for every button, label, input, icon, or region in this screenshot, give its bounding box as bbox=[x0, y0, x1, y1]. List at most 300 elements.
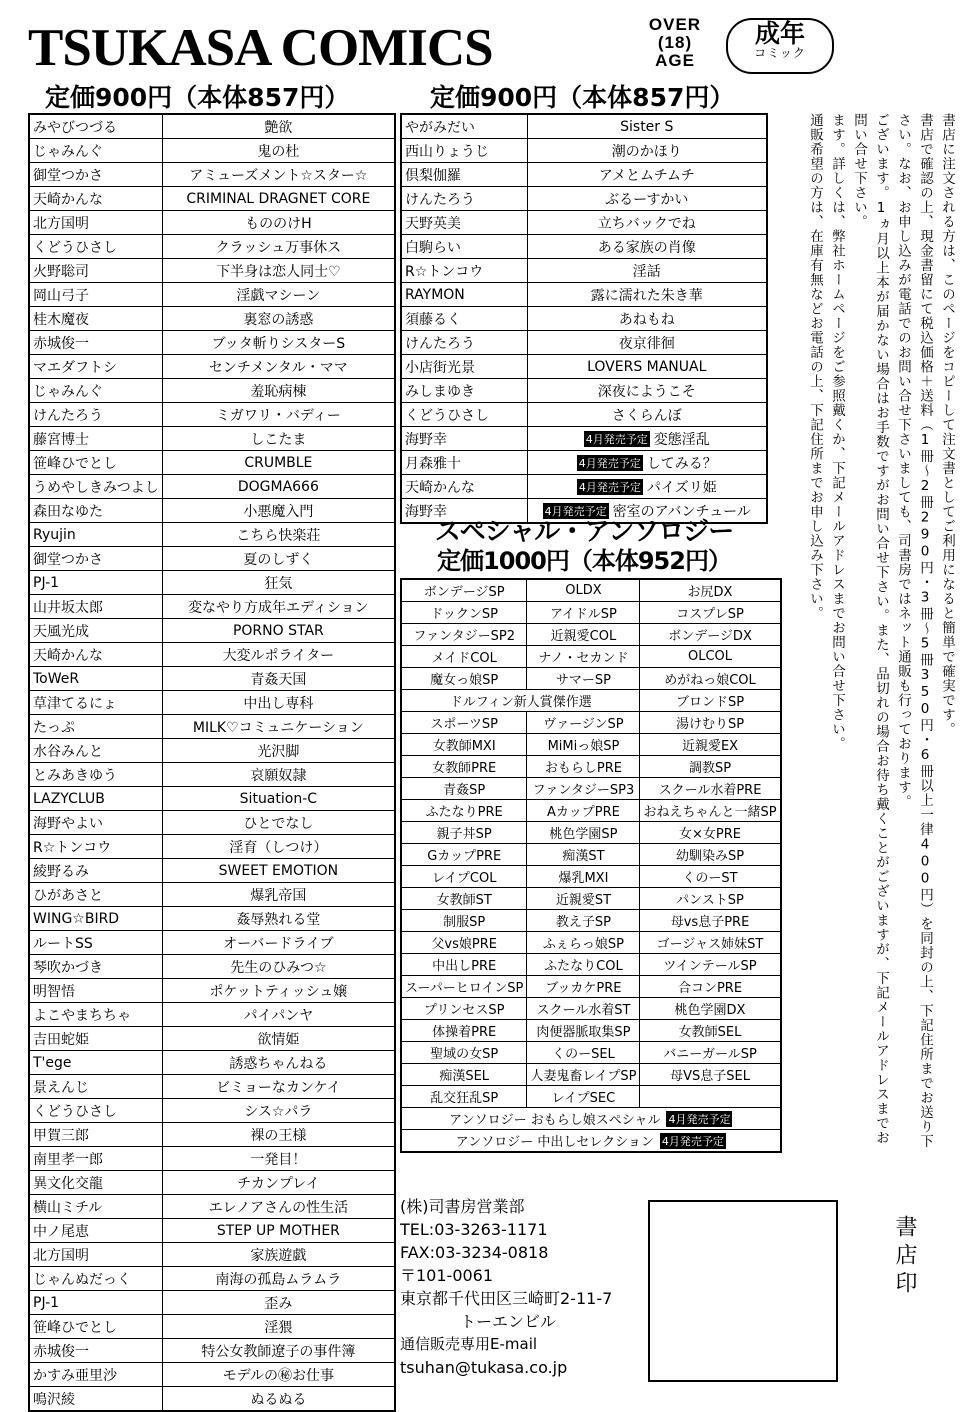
table-row bbox=[29, 979, 395, 1003]
left-title-table bbox=[28, 113, 396, 1412]
title-author: 月森雅十 bbox=[401, 451, 527, 475]
title-name: 艶欲 bbox=[162, 114, 395, 139]
table-row bbox=[401, 734, 781, 756]
title-name: DOGMA666 bbox=[162, 475, 395, 499]
title-name: 立ちバックでね bbox=[527, 211, 767, 235]
title-name: 小悪魔入門 bbox=[162, 499, 395, 523]
title-author: 天野英美 bbox=[401, 211, 527, 235]
title-author: くどうひさし bbox=[29, 1099, 162, 1123]
contact-email: tsuhan@tukasa.co.jp bbox=[400, 1358, 568, 1377]
table-row bbox=[29, 1147, 395, 1171]
anthology-title: 近親愛COL bbox=[527, 624, 640, 646]
anthology-title: 近親愛EX bbox=[640, 734, 781, 756]
title-author: 海野幸 bbox=[401, 499, 527, 524]
table-row bbox=[401, 307, 767, 331]
table-row bbox=[29, 523, 395, 547]
table-row bbox=[401, 579, 781, 602]
title-name: 羞恥病棟 bbox=[162, 379, 395, 403]
table-row bbox=[29, 1195, 395, 1219]
title-author: 天崎かんな bbox=[401, 475, 527, 499]
title-author: じゃんぬだっく bbox=[29, 1267, 162, 1291]
table-row bbox=[29, 307, 395, 331]
anthology-title: 聖域の女SP bbox=[401, 1042, 527, 1064]
anthology-title: アンソロジー おもらし娘スペシャル 4月発売予定 bbox=[401, 1108, 781, 1130]
anthology-title: 父vs娘PRE bbox=[401, 932, 527, 954]
adult-comic-badge-sub: コミック bbox=[754, 46, 806, 60]
table-row bbox=[29, 859, 395, 883]
anthology-title: 女教師SEL bbox=[640, 1020, 781, 1042]
price-bar bbox=[0, 78, 966, 112]
anthology-title: スポーツSP bbox=[401, 712, 527, 734]
title-name: 淫話 bbox=[527, 259, 767, 283]
table-row bbox=[401, 690, 781, 712]
title-name: 歪み bbox=[162, 1291, 395, 1315]
table-row bbox=[29, 499, 395, 523]
table-row bbox=[29, 187, 395, 211]
title-name: チカンプレイ bbox=[162, 1171, 395, 1195]
right-title-table bbox=[400, 113, 768, 524]
table-row bbox=[29, 739, 395, 763]
table-row bbox=[29, 114, 395, 139]
title-name: 夜京徘徊 bbox=[527, 331, 767, 355]
title-name: STEP UP MOTHER bbox=[162, 1219, 395, 1243]
adult-comic-badge bbox=[726, 18, 834, 74]
table-row bbox=[29, 715, 395, 739]
title-name: ミガワリ・バディー bbox=[162, 403, 395, 427]
anthology-title: スクール水着ST bbox=[527, 998, 640, 1020]
table-row bbox=[29, 1027, 395, 1051]
anthology-title: パンストSP bbox=[640, 888, 781, 910]
contact-block bbox=[400, 1195, 660, 1379]
title-author: ひがあさと bbox=[29, 883, 162, 907]
title-name: 裸の王様 bbox=[162, 1123, 395, 1147]
title-author: みしまゆき bbox=[401, 379, 527, 403]
anthology-title: 幼馴染みSP bbox=[640, 844, 781, 866]
anthology-title: 痴漢SEL bbox=[401, 1064, 527, 1086]
title-name: アミューズメント☆スター☆ bbox=[162, 163, 395, 187]
title-author: 海野幸 bbox=[401, 427, 527, 451]
anthology-title: 体操着PRE bbox=[401, 1020, 527, 1042]
table-row bbox=[29, 283, 395, 307]
title-author: 異文化交龍 bbox=[29, 1171, 162, 1195]
contact-zip: 〒101-0061 bbox=[400, 1266, 494, 1285]
table-row bbox=[29, 1243, 395, 1267]
anthology-title: 魔女っ娘SP bbox=[401, 668, 527, 690]
title-name: モデルの㊙お仕事 bbox=[162, 1363, 395, 1387]
title-name: 光沢脚 bbox=[162, 739, 395, 763]
title-name: 青姦天国 bbox=[162, 667, 395, 691]
over-18-line-1: OVER bbox=[648, 15, 702, 34]
title-name: 大変ルポライター bbox=[162, 643, 395, 667]
table-row bbox=[401, 998, 781, 1020]
anthology-title: 中出しPRE bbox=[401, 954, 527, 976]
table-row bbox=[401, 1020, 781, 1042]
title-name: 淫猥 bbox=[162, 1315, 395, 1339]
table-row bbox=[29, 547, 395, 571]
title-name: あねもね bbox=[527, 307, 767, 331]
release-badge: 4月発売予定 bbox=[668, 1113, 731, 1126]
anthology-title: くのーSEL bbox=[527, 1042, 640, 1064]
table-row bbox=[29, 1171, 395, 1195]
title-name: オーバードライブ bbox=[162, 931, 395, 955]
release-badge: 4月発売予定 bbox=[544, 504, 607, 518]
release-badge: 4月発売予定 bbox=[578, 480, 641, 494]
title-author: 西山りょうじ bbox=[401, 139, 527, 163]
title-name: 露に濡れた朱き華 bbox=[527, 283, 767, 307]
table-row bbox=[401, 331, 767, 355]
table-row bbox=[401, 844, 781, 866]
table-row bbox=[401, 624, 781, 646]
title-name: シス☆パラ bbox=[162, 1099, 395, 1123]
anthology-title: 乱交狂乱SP bbox=[401, 1086, 527, 1108]
table-row bbox=[29, 1003, 395, 1027]
title-author: 御堂つかさ bbox=[29, 547, 162, 571]
anthology-table bbox=[400, 578, 782, 1153]
title-author: 南里孝一郎 bbox=[29, 1147, 162, 1171]
title-author: 中ノ尾恵 bbox=[29, 1219, 162, 1243]
anthology-title: 人妻鬼畜レイプSP bbox=[527, 1064, 640, 1086]
anthology-title: 女×女PRE bbox=[640, 822, 781, 844]
title-author: 横山ミチル bbox=[29, 1195, 162, 1219]
table-row bbox=[29, 595, 395, 619]
anthology-title: ふたなりCOL bbox=[527, 954, 640, 976]
title-author: 笹峰ひでとし bbox=[29, 1315, 162, 1339]
anthology-title: 母VS息子SEL bbox=[640, 1064, 781, 1086]
anthology-title: ボンデージSP bbox=[401, 579, 527, 602]
table-row bbox=[401, 910, 781, 932]
release-badge: 4月発売予定 bbox=[578, 456, 641, 470]
anthology-title: アイドルSP bbox=[527, 602, 640, 624]
table-row bbox=[401, 1086, 781, 1108]
anthology-title: 女教師PRE bbox=[401, 756, 527, 778]
title-name: ぬるぬる bbox=[162, 1387, 395, 1412]
anthology-title: ブロンドSP bbox=[640, 690, 781, 712]
table-row bbox=[29, 403, 395, 427]
title-name: 一発目！ bbox=[162, 1147, 395, 1171]
table-row bbox=[401, 778, 781, 800]
title-name: クラッシュ万事休ス bbox=[162, 235, 395, 259]
table-row bbox=[29, 475, 395, 499]
anthology-title: GカップPRE bbox=[401, 844, 527, 866]
over-18-line-2: (18) bbox=[657, 33, 693, 52]
table-row bbox=[29, 811, 395, 835]
anthology-title: くのーST bbox=[640, 866, 781, 888]
title-name: しこたま bbox=[162, 427, 395, 451]
table-row bbox=[401, 259, 767, 283]
page-header bbox=[0, 8, 966, 86]
title-name: 先生のひみつ☆ bbox=[162, 955, 395, 979]
title-author: 天崎かんな bbox=[29, 187, 162, 211]
anthology-title: ドルフィン新人賞傑作選 bbox=[401, 690, 640, 712]
table-row bbox=[401, 646, 781, 668]
table-row bbox=[29, 1315, 395, 1339]
title-author: よこやまちちゃ bbox=[29, 1003, 162, 1027]
table-row bbox=[29, 1099, 395, 1123]
anthology-title: スーパーヒロインSP bbox=[401, 976, 527, 998]
anthology-title: おもらしPRE bbox=[527, 756, 640, 778]
title-author: R☆トンコウ bbox=[401, 259, 527, 283]
title-author: 岡山弓子 bbox=[29, 283, 162, 307]
anthology-title: ゴージャス姉妹ST bbox=[640, 932, 781, 954]
anthology-title: 合コンPRE bbox=[640, 976, 781, 998]
title-name: 変なやり方成年エディション bbox=[162, 595, 395, 619]
instruction-paragraph: 書店で確認の上、現金書留にて税込価格＋送料（1冊〜2冊290円・3冊〜5冊350円・6冊以上一律400円）を同封の上、下記住所までお送り下さい。なお、お申し込みが電話でのお問い合せ下さいましても、司書房ではネット通販も行っております。 bbox=[895, 113, 933, 1149]
anthology-title: MiMiっ娘SP bbox=[527, 734, 640, 756]
instruction-paragraph: ございます。1ヵ月以上本が届かない場合はお手数ですがお問い合せ下さい。また、品切れの場合お待ち戴くことがございますが、下記メールアドレスまでお問い合せ下さい。 bbox=[851, 113, 889, 1145]
title-name: Situation-C bbox=[162, 787, 395, 811]
title-author: 甲賀三郎 bbox=[29, 1123, 162, 1147]
table-row bbox=[401, 888, 781, 910]
title-author: みやびつづる bbox=[29, 114, 162, 139]
table-row bbox=[401, 976, 781, 998]
title-author: RAYMON bbox=[401, 283, 527, 307]
table-row bbox=[29, 163, 395, 187]
anthology-title: メイドCOL bbox=[401, 646, 527, 668]
title-name: 裏窓の誘惑 bbox=[162, 307, 395, 331]
title-name: 特公女教師遼子の事件簿 bbox=[162, 1339, 395, 1363]
table-row bbox=[401, 1042, 781, 1064]
anthology-heading-line-1: スペシャル・アンソロジー bbox=[434, 517, 734, 547]
anthology-title: 青姦SP bbox=[401, 778, 527, 800]
title-name: LOVERS MANUAL bbox=[527, 355, 767, 379]
anthology-title: アンソロジー 中出しセレクション 4月発売予定 bbox=[401, 1130, 781, 1153]
title-author: 白駒らい bbox=[401, 235, 527, 259]
anthology-title: ファンタジーSP2 bbox=[401, 624, 527, 646]
anthology-title: ツインテールSP bbox=[640, 954, 781, 976]
title-author: 桂木魔夜 bbox=[29, 307, 162, 331]
title-author: 天風光成 bbox=[29, 619, 162, 643]
table-row bbox=[29, 1267, 395, 1291]
title-author: 琴吹かづき bbox=[29, 955, 162, 979]
title-name: PORNO STAR bbox=[162, 619, 395, 643]
anthology-title: ボンデージDX bbox=[640, 624, 781, 646]
contact-address: 東京都千代田区三崎町2-11-7 bbox=[400, 1289, 613, 1308]
title-author: けんたろう bbox=[401, 331, 527, 355]
title-author: くどうひさし bbox=[29, 235, 162, 259]
anthology-title: お尻DX bbox=[640, 579, 781, 602]
title-author: PJ-1 bbox=[29, 571, 162, 595]
table-row bbox=[29, 835, 395, 859]
title-author: 天崎かんな bbox=[29, 643, 162, 667]
over-18-line-3: AGE bbox=[655, 51, 695, 70]
title-author: うめやしきみつよし bbox=[29, 475, 162, 499]
title-name: こちら快楽荘 bbox=[162, 523, 395, 547]
price-right: 定価900円（本体857円） bbox=[430, 83, 735, 112]
table-row bbox=[401, 211, 767, 235]
anthology-title: ドックンSP bbox=[401, 602, 527, 624]
title-author: ルートSS bbox=[29, 931, 162, 955]
anthology-title: ふぇらっ娘SP bbox=[527, 932, 640, 954]
anthology-title: レイプCOL bbox=[401, 866, 527, 888]
table-row bbox=[401, 427, 767, 451]
anthology-title: 近親愛ST bbox=[527, 888, 640, 910]
table-row bbox=[401, 355, 767, 379]
title-author: WING☆BIRD bbox=[29, 907, 162, 931]
title-author: LAZYCLUB bbox=[29, 787, 162, 811]
title-author: R☆トンコウ bbox=[29, 835, 162, 859]
table-row bbox=[29, 1051, 395, 1075]
title-name: 爆乳帝国 bbox=[162, 883, 395, 907]
title-name: 南海の孤島ムラムラ bbox=[162, 1267, 395, 1291]
table-row bbox=[29, 1123, 395, 1147]
table-row bbox=[401, 1108, 781, 1130]
title-author: 北方国明 bbox=[29, 211, 162, 235]
title-author: けんたろう bbox=[401, 187, 527, 211]
anthology-title: プリンセスSP bbox=[401, 998, 527, 1020]
anthology-title: 女教師MXI bbox=[401, 734, 527, 756]
title-name: MILK♡コミュニケーション bbox=[162, 715, 395, 739]
table-row bbox=[401, 756, 781, 778]
shop-stamp-box bbox=[648, 1200, 838, 1382]
table-row bbox=[401, 403, 767, 427]
title-name: ある家族の肖像 bbox=[527, 235, 767, 259]
title-name: さくらんぼ bbox=[527, 403, 767, 427]
title-name: 淫戯マシーン bbox=[162, 283, 395, 307]
anthology-title: ファンタジーSP3 bbox=[527, 778, 640, 800]
table-row bbox=[29, 883, 395, 907]
table-row bbox=[29, 355, 395, 379]
title-name: 欲情姫 bbox=[162, 1027, 395, 1051]
title-author: 景えんじ bbox=[29, 1075, 162, 1099]
table-row bbox=[29, 955, 395, 979]
table-row bbox=[29, 691, 395, 715]
title-name: パイパンヤ bbox=[162, 1003, 395, 1027]
instruction-paragraph: 書店に注文される方は、このページをコピーして注文書としてご利用になると簡単で確実です。 bbox=[939, 113, 955, 737]
title-name: 鬼の杜 bbox=[162, 139, 395, 163]
title-name: CRIMINAL DRAGNET CORE bbox=[162, 187, 395, 211]
title-name: ぶるーすかい bbox=[527, 187, 767, 211]
title-author: 赤城俊一 bbox=[29, 1339, 162, 1363]
table-row bbox=[401, 187, 767, 211]
contact-fax: FAX:03-3234-0818 bbox=[400, 1243, 549, 1262]
title-name: SWEET EMOTION bbox=[162, 859, 395, 883]
table-row bbox=[29, 763, 395, 787]
title-author: けんたろう bbox=[29, 403, 162, 427]
title-name: 中出し専科 bbox=[162, 691, 395, 715]
title-name: 潮のかほり bbox=[527, 139, 767, 163]
title-author: 明智悟 bbox=[29, 979, 162, 1003]
title-name: 淫育（しつけ） bbox=[162, 835, 395, 859]
table-row bbox=[29, 211, 395, 235]
title-name: 下半身は恋人同士♡ bbox=[162, 259, 395, 283]
table-row bbox=[401, 932, 781, 954]
over-18-mark bbox=[640, 16, 710, 70]
title-author: 水谷みんと bbox=[29, 739, 162, 763]
table-row bbox=[401, 1130, 781, 1153]
contact-company: (株)司書房営業部 bbox=[400, 1197, 525, 1216]
title-author: 森田なゆた bbox=[29, 499, 162, 523]
ordering-instructions bbox=[772, 113, 958, 1153]
table-row bbox=[29, 1363, 395, 1387]
title-name: ひとでなし bbox=[162, 811, 395, 835]
table-row bbox=[401, 163, 767, 187]
table-row bbox=[29, 1291, 395, 1315]
table-row bbox=[29, 1219, 395, 1243]
anthology-heading bbox=[400, 517, 768, 575]
table-row bbox=[401, 668, 781, 690]
title-name: アメとムチムチ bbox=[527, 163, 767, 187]
table-row bbox=[401, 139, 767, 163]
table-row bbox=[401, 866, 781, 888]
title-name: 4月発売予定 変態淫乱 bbox=[527, 427, 767, 451]
title-author: 小店街光景 bbox=[401, 355, 527, 379]
page-title: TSUKASA COMICS bbox=[28, 19, 493, 77]
table-row bbox=[29, 907, 395, 931]
contact-tel: TEL:03-3263-1171 bbox=[400, 1220, 548, 1239]
anthology-title: 湯けむりSP bbox=[640, 712, 781, 734]
title-author: じゃみんぐ bbox=[29, 379, 162, 403]
anthology-title bbox=[640, 1086, 781, 1108]
table-row bbox=[29, 931, 395, 955]
anthology-title: サマーSP bbox=[527, 668, 640, 690]
anthology-title: OLDX bbox=[527, 579, 640, 602]
anthology-heading-line-2: 定価1000円（本体952円） bbox=[437, 547, 731, 575]
title-author: やがみだい bbox=[401, 114, 527, 139]
title-author: 赤城俊一 bbox=[29, 331, 162, 355]
title-author: 藤宮博士 bbox=[29, 427, 162, 451]
anthology-title: バニーガールSP bbox=[640, 1042, 781, 1064]
anthology-title: 女教師ST bbox=[401, 888, 527, 910]
contact-mail-label: 通信販売専用E-mail bbox=[400, 1335, 538, 1353]
title-name: 深夜にようこそ bbox=[527, 379, 767, 403]
title-name: ポケットティッシュ嬢 bbox=[162, 979, 395, 1003]
table-row bbox=[401, 283, 767, 307]
title-author: じゃみんぐ bbox=[29, 139, 162, 163]
title-name: 姦辱熟れる堂 bbox=[162, 907, 395, 931]
table-row bbox=[29, 787, 395, 811]
table-row bbox=[401, 1064, 781, 1086]
anthology-title: ふたなりPRE bbox=[401, 800, 527, 822]
title-author: 山井坂太郎 bbox=[29, 595, 162, 619]
title-name: 夏のしずく bbox=[162, 547, 395, 571]
table-row bbox=[29, 619, 395, 643]
table-row bbox=[401, 602, 781, 624]
title-author: 海野やよい bbox=[29, 811, 162, 835]
title-name: 4月発売予定 密室のアバンチュール bbox=[527, 499, 767, 524]
title-author: 北方国明 bbox=[29, 1243, 162, 1267]
title-name: 狂気 bbox=[162, 571, 395, 595]
table-row bbox=[401, 954, 781, 976]
anthology-title: コスプレSP bbox=[640, 602, 781, 624]
table-row bbox=[401, 822, 781, 844]
title-author: マエダフトシ bbox=[29, 355, 162, 379]
anthology-title: 桃色学園SP bbox=[527, 822, 640, 844]
table-row bbox=[401, 114, 767, 139]
anthology-title: 制服SP bbox=[401, 910, 527, 932]
table-row bbox=[29, 643, 395, 667]
title-name: 哀願奴隷 bbox=[162, 763, 395, 787]
title-name: 4月発売予定 パイズリ姫 bbox=[527, 475, 767, 499]
title-author: 草津てるにょ bbox=[29, 691, 162, 715]
title-author: かすみ亜里沙 bbox=[29, 1363, 162, 1387]
adult-comic-badge-main: 成年 bbox=[754, 19, 805, 48]
table-row bbox=[401, 800, 781, 822]
anthology-title: めがねっ娘COL bbox=[640, 668, 781, 690]
table-row bbox=[29, 259, 395, 283]
anthology-title: ヴァージンSP bbox=[527, 712, 640, 734]
anthology-title: 母vs息子PRE bbox=[640, 910, 781, 932]
title-author: 吉田蛇姫 bbox=[29, 1027, 162, 1051]
price-left: 定価900円（本体857円） bbox=[45, 83, 350, 112]
title-name: Sister S bbox=[527, 114, 767, 139]
contact-building: トーエンビル bbox=[460, 1312, 557, 1331]
anthology-title: 桃色学園DX bbox=[640, 998, 781, 1020]
title-name: エレノアさんの性生活 bbox=[162, 1195, 395, 1219]
title-author: T'ege bbox=[29, 1051, 162, 1075]
title-author: 倶梨伽羅 bbox=[401, 163, 527, 187]
table-row bbox=[29, 1075, 395, 1099]
anthology-title: 肉便器脈取集SP bbox=[527, 1020, 640, 1042]
